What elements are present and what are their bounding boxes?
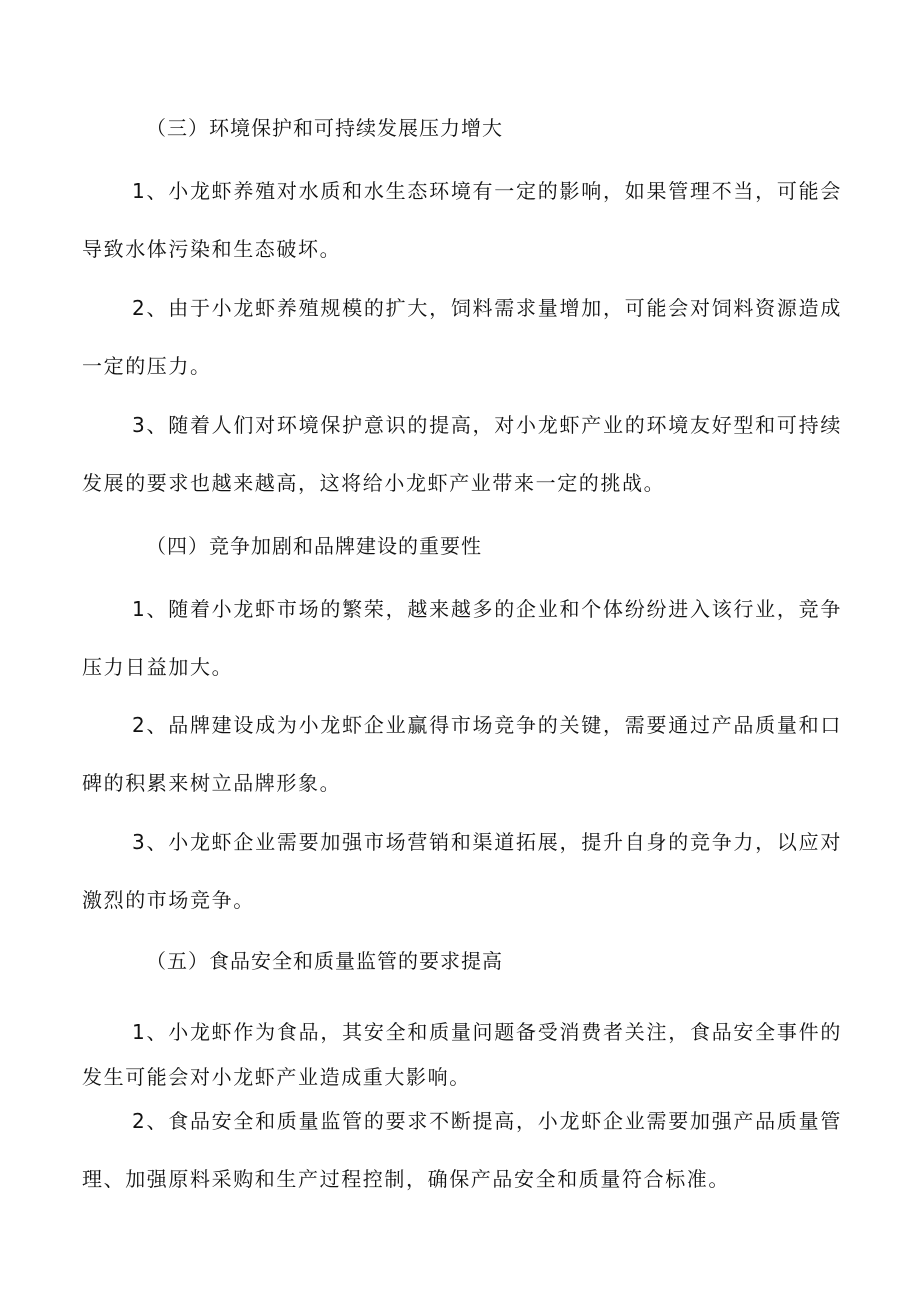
paragraph-5-2: 2、食品安全和质量监管的要求不断提高，小龙虾企业需要加强产品质量管理、加强原料采购和生产过程控制，确保产品安全和质量符合标准。 [82, 1109, 842, 1191]
paragraph-4-2: 2、品牌建设成为小龙虾企业赢得市场竞争的关键，需要通过产品质量和口碑的积累来树立品牌形象。 [82, 713, 842, 795]
section-heading-4: （四）竞争加剧和品牌建设的重要性 [146, 534, 482, 558]
paragraph-3-1: 1、小龙虾养殖对水质和水生态环境有一定的影响，如果管理不当，可能会导致水体污染和生态破坏。 [82, 179, 842, 261]
paragraph-3-2: 2、由于小龙虾养殖规模的扩大，饲料需求量增加，可能会对饲料资源造成一定的压力。 [82, 296, 842, 378]
paragraph-3-3: 3、随着人们对环境保护意识的提高，对小龙虾产业的环境友好型和可持续发展的要求也越来越高，这将给小龙虾产业带来一定的挑战。 [82, 413, 842, 495]
paragraph-4-1: 1、随着小龙虾市场的繁荣，越来越多的企业和个体纷纷进入该行业，竞争压力日益加大。 [82, 597, 842, 679]
section-heading-5: （五）食品安全和质量监管的要求提高 [146, 949, 503, 973]
paragraph-5-1: 1、小龙虾作为食品，其安全和质量问题备受消费者关注，食品安全事件的发生可能会对小龙虾产业造成重大影响。 [82, 1020, 842, 1089]
paragraph-4-3: 3、小龙虾企业需要加强市场营销和渠道拓展，提升自身的竞争力，以应对激烈的市场竞争。 [82, 830, 842, 912]
section-heading-3: （三）环境保护和可持续发展压力增大 [146, 116, 503, 140]
